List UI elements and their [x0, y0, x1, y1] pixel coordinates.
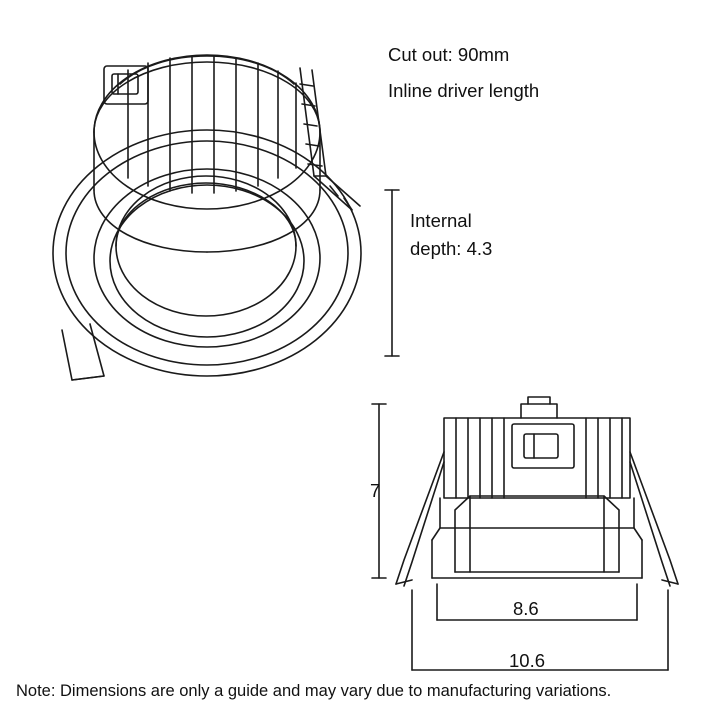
body-width-label: 8.6	[513, 598, 539, 619]
internal-depth-label-line1: Internal	[410, 210, 472, 231]
height-label: 7	[370, 480, 381, 501]
internal-depth-dimension	[385, 190, 399, 356]
internal-depth-label-line2: depth: 4.3	[410, 238, 493, 259]
dimensions-note: Note: Dimensions are only a guide and may vary due to manufacturing variations.	[16, 682, 612, 700]
perspective-view	[53, 55, 361, 380]
overall-width-label: 10.6	[509, 650, 546, 671]
inline-driver-label: Inline driver length	[388, 80, 540, 101]
cut-out-label: Cut out: 90mm	[388, 44, 510, 65]
section-view	[396, 397, 678, 586]
